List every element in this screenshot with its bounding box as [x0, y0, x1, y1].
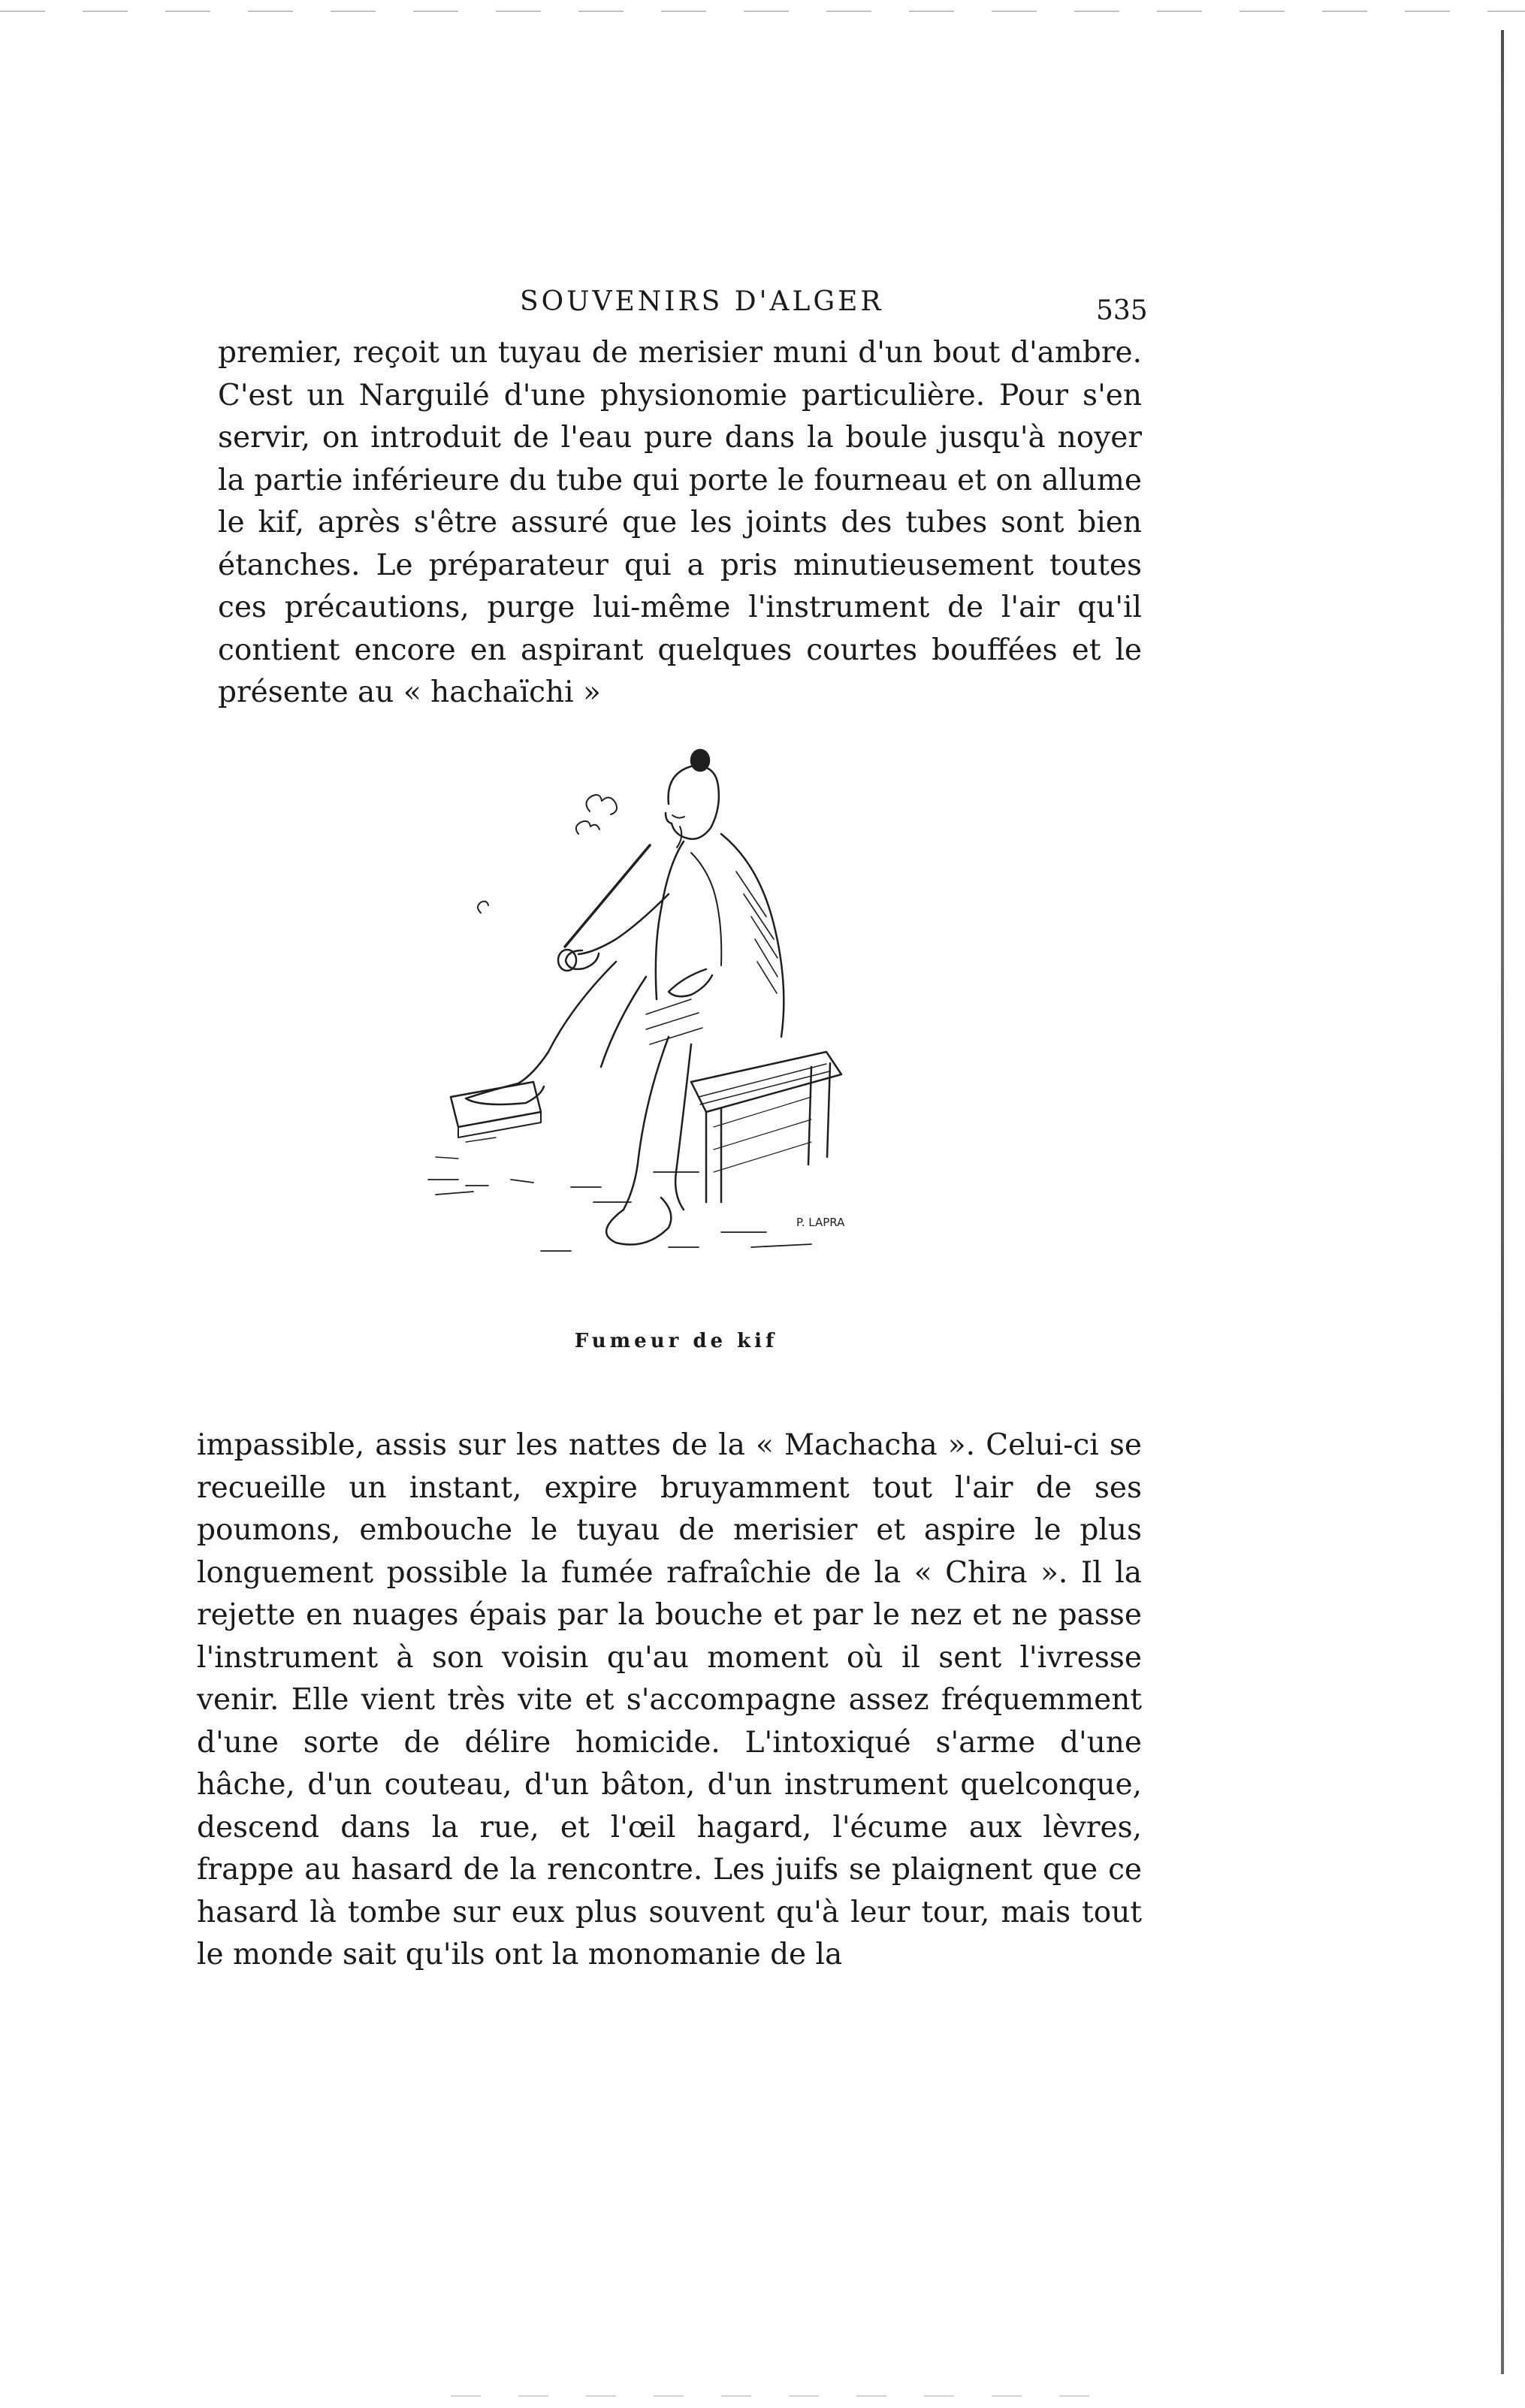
illustration-kif-smoker	[421, 721, 871, 1292]
page-number: 535	[1096, 295, 1148, 326]
running-title: SOUVENIRS D'ALGER	[520, 286, 884, 317]
paragraph-1: premier, reçoit un tuyau de merisier muni d'un bout d'ambre. C'est un Narguilé d'une physionomie particulière. Pour s'en servir, on introduit de l'eau pure dans la boule jusqu'à noyer la partie inférieure du tube qui porte le fourneau et on allume le kif, après s'être assuré que les joints des tubes sont bien étanches. Le préparateur qui a pris minutieusement toutes ces précautions, purge lui-même l'instrument de l'air qu'il contient encore en aspirant quelques courtes bouffées et le présente au « hachaïchi »	[218, 336, 1142, 709]
paragraph-2: impassible, assis sur les nattes de la « Machacha ». Celui-ci se recueille un instant, expire bruyamment tout l'air de ses poumons, embouche le tuyau de merisier et aspire le plus longuement possible la fumée rafraîchie de la « Chira ». Il la rejette en nuages épais par la bouche et par le nez et ne passe l'instrument à son voisin qu'au moment où il sent l'ivresse venir. Elle vient très vite et s'accompagne assez fréquemment d'une sorte de délire homicide. L'intoxiqué s'arme d'une hâche, d'un couteau, d'un bâton, d'un instrument quelconque, descend dans la rue, et l'œil hagard, l'écume aux lèvres, frappe au hasard de la rencontre. Les juifs se plaignent que ce hasard là tombe sur eux plus souvent qu'à leur tour, mais tout le monde sait qu'ils ont la monomanie de la	[197, 1428, 1142, 1971]
scan-edge-right	[1501, 30, 1504, 2374]
illustration-signature: P. LAPRA	[796, 1216, 845, 1229]
scan-edge-top	[0, 11, 1525, 12]
scan-edge-bottom	[451, 2395, 1127, 2397]
figure-caption: Fumeur de kif	[574, 1330, 778, 1352]
